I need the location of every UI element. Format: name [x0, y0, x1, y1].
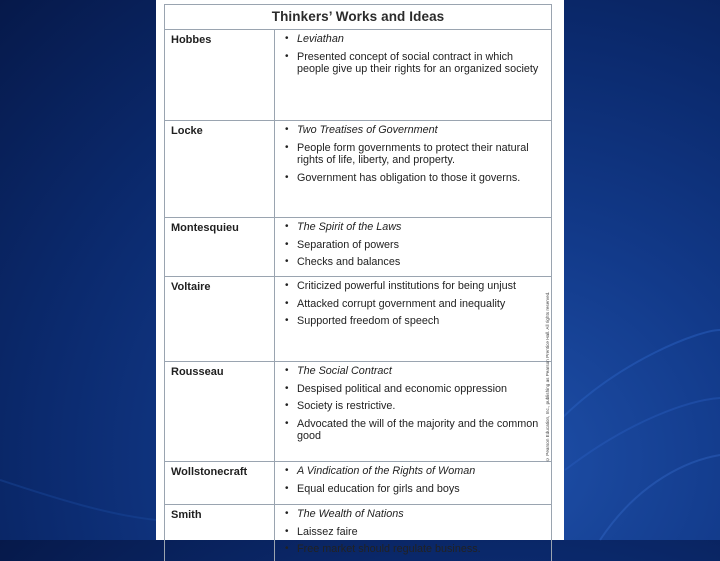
bullet-icon: •	[285, 141, 289, 153]
idea-text: Checks and balances	[297, 256, 401, 268]
thinker-name: Voltaire	[165, 277, 275, 361]
work-title: Two Treatises of Government	[297, 124, 438, 136]
list-item	[285, 172, 545, 185]
idea-text: Free market should regulate business.	[297, 543, 481, 555]
work-title: Leviathan	[297, 33, 344, 45]
bullet-icon: •	[285, 508, 289, 519]
copyright-notice: © Pearson Education, Inc., publishing as Pearson Prentice Hall. All rights reserved.	[545, 291, 550, 462]
thinker-name: Rousseau	[165, 362, 275, 461]
thinker-name: Hobbes	[165, 30, 275, 120]
work-title: The Spirit of the Laws	[297, 221, 402, 233]
list-item	[285, 526, 545, 539]
list-item	[285, 365, 545, 378]
list-item	[285, 124, 545, 137]
slide-content-panel	[156, 0, 564, 555]
idea-text: Separation of powers	[297, 238, 400, 251]
bullet-icon: •	[285, 171, 289, 183]
list-item	[285, 383, 545, 396]
bullet-icon: •	[285, 50, 289, 62]
list-item	[285, 483, 545, 496]
table-row	[165, 121, 551, 218]
table-title: Thinkers’ Works and Ideas	[165, 5, 551, 30]
bullet-icon: •	[285, 365, 289, 376]
list-item	[285, 315, 545, 328]
table-row	[165, 277, 551, 362]
bullet-icon: •	[285, 543, 289, 554]
thinker-ideas-list	[275, 218, 551, 276]
table-row	[165, 462, 551, 505]
list-item	[285, 33, 545, 46]
table-row	[165, 362, 551, 462]
bullet-icon: •	[285, 465, 289, 476]
list-item	[285, 543, 545, 556]
work-title: The Wealth of Nations	[297, 508, 404, 520]
list-item	[285, 465, 545, 478]
thinker-ideas-list	[275, 462, 551, 504]
list-item	[285, 280, 545, 293]
list-item	[285, 142, 545, 167]
thinkers-table	[164, 4, 552, 561]
idea-text: Attacked corrupt government and inequality	[297, 297, 506, 310]
thinker-name: Smith	[165, 505, 275, 561]
bullet-icon: •	[285, 382, 289, 394]
table-row	[165, 218, 551, 277]
thinker-ideas-list	[275, 121, 551, 217]
thinker-ideas-list	[275, 30, 551, 120]
bullet-icon: •	[285, 315, 289, 326]
list-item	[285, 256, 545, 269]
idea-text: Advocated the will of the majority and the common good	[297, 417, 539, 442]
work-title: The Social Contract	[297, 365, 392, 377]
bullet-icon: •	[285, 280, 289, 291]
idea-text: Criticized powerful institutions for being unjust	[297, 280, 517, 292]
idea-text: Equal education for girls and boys	[297, 482, 460, 495]
work-title: A Vindication of the Rights of Woman	[297, 465, 476, 477]
idea-text: Government has obligation to those it governs.	[297, 171, 521, 184]
bullet-icon: •	[285, 33, 289, 44]
thinker-ideas-list	[275, 505, 551, 561]
idea-text: Society is restrictive.	[297, 400, 396, 412]
thinker-name: Locke	[165, 121, 275, 217]
thinker-ideas-list	[275, 362, 551, 461]
idea-text: Despised political and economic oppression	[297, 382, 508, 395]
bullet-icon: •	[285, 238, 289, 250]
list-item	[285, 298, 545, 311]
bullet-icon: •	[285, 124, 289, 135]
table-row	[165, 505, 551, 561]
list-item	[285, 51, 545, 76]
idea-text: Laissez faire	[297, 525, 358, 538]
thinker-ideas-list	[275, 277, 551, 361]
bullet-icon: •	[285, 525, 289, 537]
bullet-icon: •	[285, 482, 289, 494]
bullet-icon: •	[285, 417, 289, 429]
bullet-icon: •	[285, 256, 289, 267]
idea-text: Supported freedom of speech	[297, 315, 440, 327]
thinker-name: Montesquieu	[165, 218, 275, 276]
bullet-icon: •	[285, 221, 289, 232]
table-body	[165, 30, 551, 561]
idea-text: Presented concept of social contract in which people give up their rights for an organized society	[297, 50, 539, 75]
thinker-name: Wollstonecraft	[165, 462, 275, 504]
bullet-icon: •	[285, 297, 289, 309]
idea-text: People form governments to protect their natural rights of life, liberty, and property.	[297, 141, 529, 166]
list-item	[285, 221, 545, 234]
list-item	[285, 508, 545, 521]
list-item	[285, 400, 545, 413]
list-item	[285, 418, 545, 443]
bullet-icon: •	[285, 400, 289, 411]
list-item	[285, 239, 545, 252]
table-row	[165, 30, 551, 121]
